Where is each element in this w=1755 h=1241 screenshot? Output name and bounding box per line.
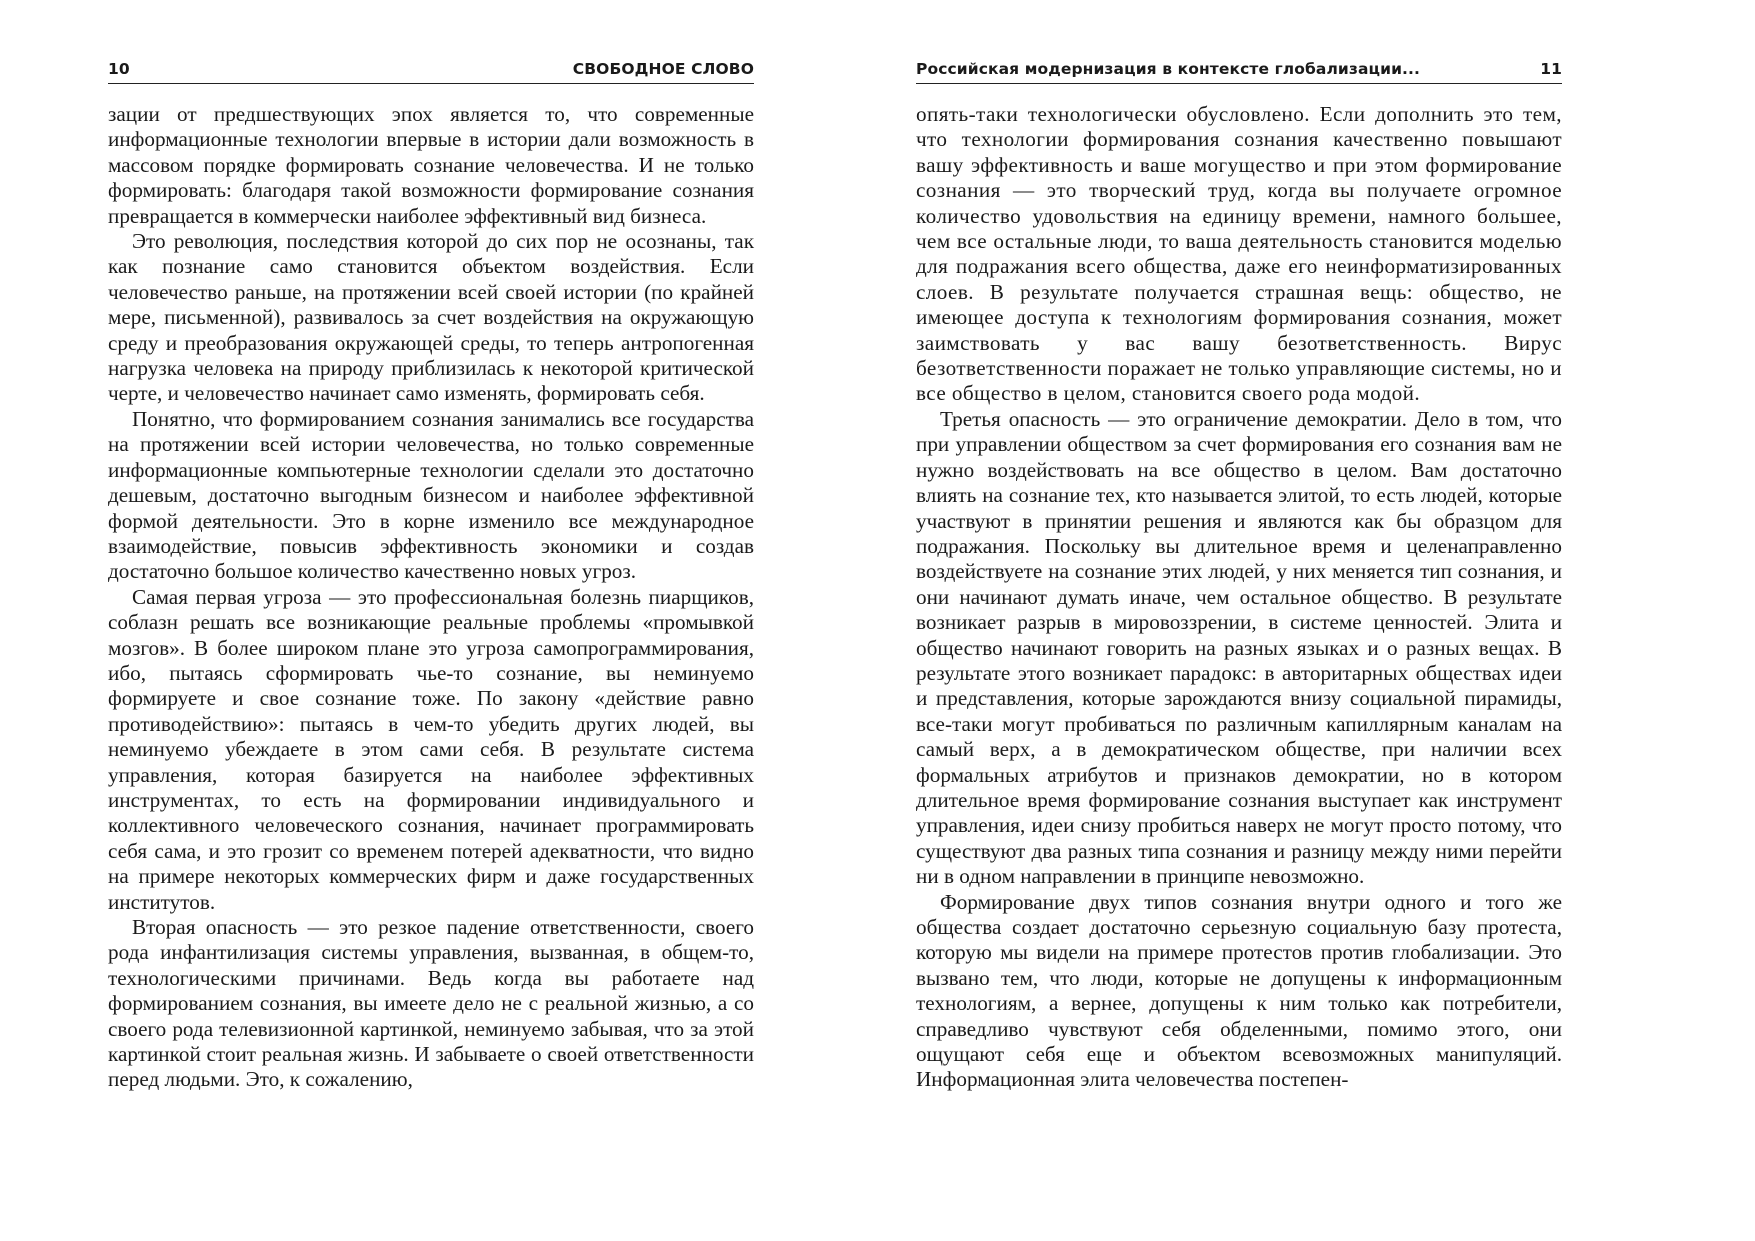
right-page-number: 11 — [1540, 60, 1562, 78]
paragraph: Понятно, что формированием сознания занимались все государства на протяжении всей истории человечества, но только современные информационные компьютерные технологии сделали это достаточно дешевым, достаточно выгодным бизнесом и наиболее эффективной формой деятельности. Это в корне изменило все международное взаимодействие, повысив эффективность экономики и создав достаточно большое количество качественно новых угроз. — [108, 406, 754, 584]
paragraph: зации от предшествующих эпох является то, что современные информационные технологии впервые в истории дали возможность в массовом порядке формировать сознание человечества. И не только формировать: благодаря такой возможности формирование сознания превращается в коммерчески наиболее эффективный вид бизнеса. — [108, 102, 754, 228]
left-page-number: 10 — [108, 60, 130, 78]
paragraph: Вторая опасность — это резкое падение ответственности, своего рода инфантилизация системы управления, вызванная, в общем-то, технологическими причинами. Ведь когда вы работаете над формированием сознания, вы имеете дело не с реальной жизнью, а со своего рода телевизионной картинкой, неминуемо забывая, что за этой картинкой стоит реальная жизнь. И забываете о своей ответственности перед людьми. Это, к сожалению, — [108, 915, 754, 1092]
right-page — [916, 60, 1562, 1093]
paragraph: Формирование двух типов сознания внутри одного и того же общества создает достаточно серьезную социальную базу протеста, которую мы видели на примере протестов против глобализации. Это вызвано тем, что люди, которые не допущены к информационным технологиям, а вернее, допущены к ним только как потребители, справедливо чувствуют себя обделенными, помимо этого, они ощущают себя еще и объектом всевозможных манипуляций. Информационная элита человечества постепен- — [916, 889, 1562, 1092]
paragraph: Третья опасность — это ограничение демократии. Дело в том, что при управлении обществом за счет формирования его сознания вам не нужно воздействовать на все общество в целом. Вам достаточно влиять на сознание тех, кто называется элитой, то есть людей, которые участвуют в принятии решения и являются как бы образцом для подражания. Поскольку вы длительное время и целенаправленно воздействуете на сознание этих людей, у них меняется тип сознания, и они начинают думать иначе, чем остальное общество. В результате возникает разрыв в мировоззрении, в системе ценностей. Элита и общество начинают говорить на разных языках и о разных вещах. В результате этого возникает парадокс: в авторитарных обществах идеи и представления, которые зарождаются внизу социальной пирамиды, все-таки могут пробиваться по различным капиллярным каналам на самый верх, а в демократическом обществе, при наличии всех формальных атрибутов и признаков демократии, но в котором длительное время формирование сознания выступает как инструмент управления, идеи снизу пробиться наверх не могут просто потому, что существуют два разных типа сознания и разницу между ними перейти ни в одном направлении в принципе невозможно. — [916, 406, 1562, 889]
left-running-title: СВОБОДНОЕ СЛОВО — [572, 60, 754, 78]
left-running-header — [108, 60, 754, 84]
right-running-header — [916, 60, 1562, 84]
paragraph: Самая первая угроза — это профессиональная болезнь пиарщиков, соблазн решать все возникающие реальные проблемы «промывкой мозгов». В более широком плане это угроза самопрограммирования, ибо, пытаясь сформировать чье-то сознание, вы неминуемо формируете и свое сознание тоже. По закону «действие равно противодействию»: пытаясь в чем-то убедить других людей, вы неминуемо убеждаете в этом сами себя. В результате система управления, которая базируется на наиболее эффективных инструментах, то есть на формировании индивидуального и коллективного человеческого сознания, начинает программировать себя сама, и это грозит со временем потерей адекватности, что видно на примере некоторых коммерческих фирм и даже государственных институтов. — [108, 584, 754, 914]
right-running-title: Российская модернизация в контексте глобализации... — [916, 60, 1421, 78]
left-page-body — [108, 102, 754, 1093]
paragraph: опять-таки технологически обусловлено. Если дополнить это тем, что технологии формирования сознания качественно повышают вашу эффективность и ваше могущество и при этом формирование сознания — это творческий труд, когда вы получаете огромное количество удовольствия на единицу времени, намного большее, чем все остальные люди, то ваша деятельность становится моделью для подражания всего общества, даже его неинформатизированных слоев. В результате получается страшная вещь: общество, не имеющее доступа к технологиям формирования сознания, может заимствовать у вас вашу безответственность. Вирус безответственности поражает не только управляющие системы, но и все общество в целом, становится своего рода модой. — [916, 102, 1562, 406]
left-page — [108, 60, 754, 1093]
right-page-body — [916, 102, 1562, 1093]
paragraph: Это революция, последствия которой до сих пор не осознаны, так как познание само становится объектом воздействия. Если человечество раньше, на протяжении всей своей истории (по крайней мере, письменной), развивалось за счет воздействия на окружающую среду и преобразования окружающей среды, то теперь антропогенная нагрузка человека на природу приблизилась к некоторой критической черте, и человечество начинает само изменять, формировать себя. — [108, 229, 754, 406]
